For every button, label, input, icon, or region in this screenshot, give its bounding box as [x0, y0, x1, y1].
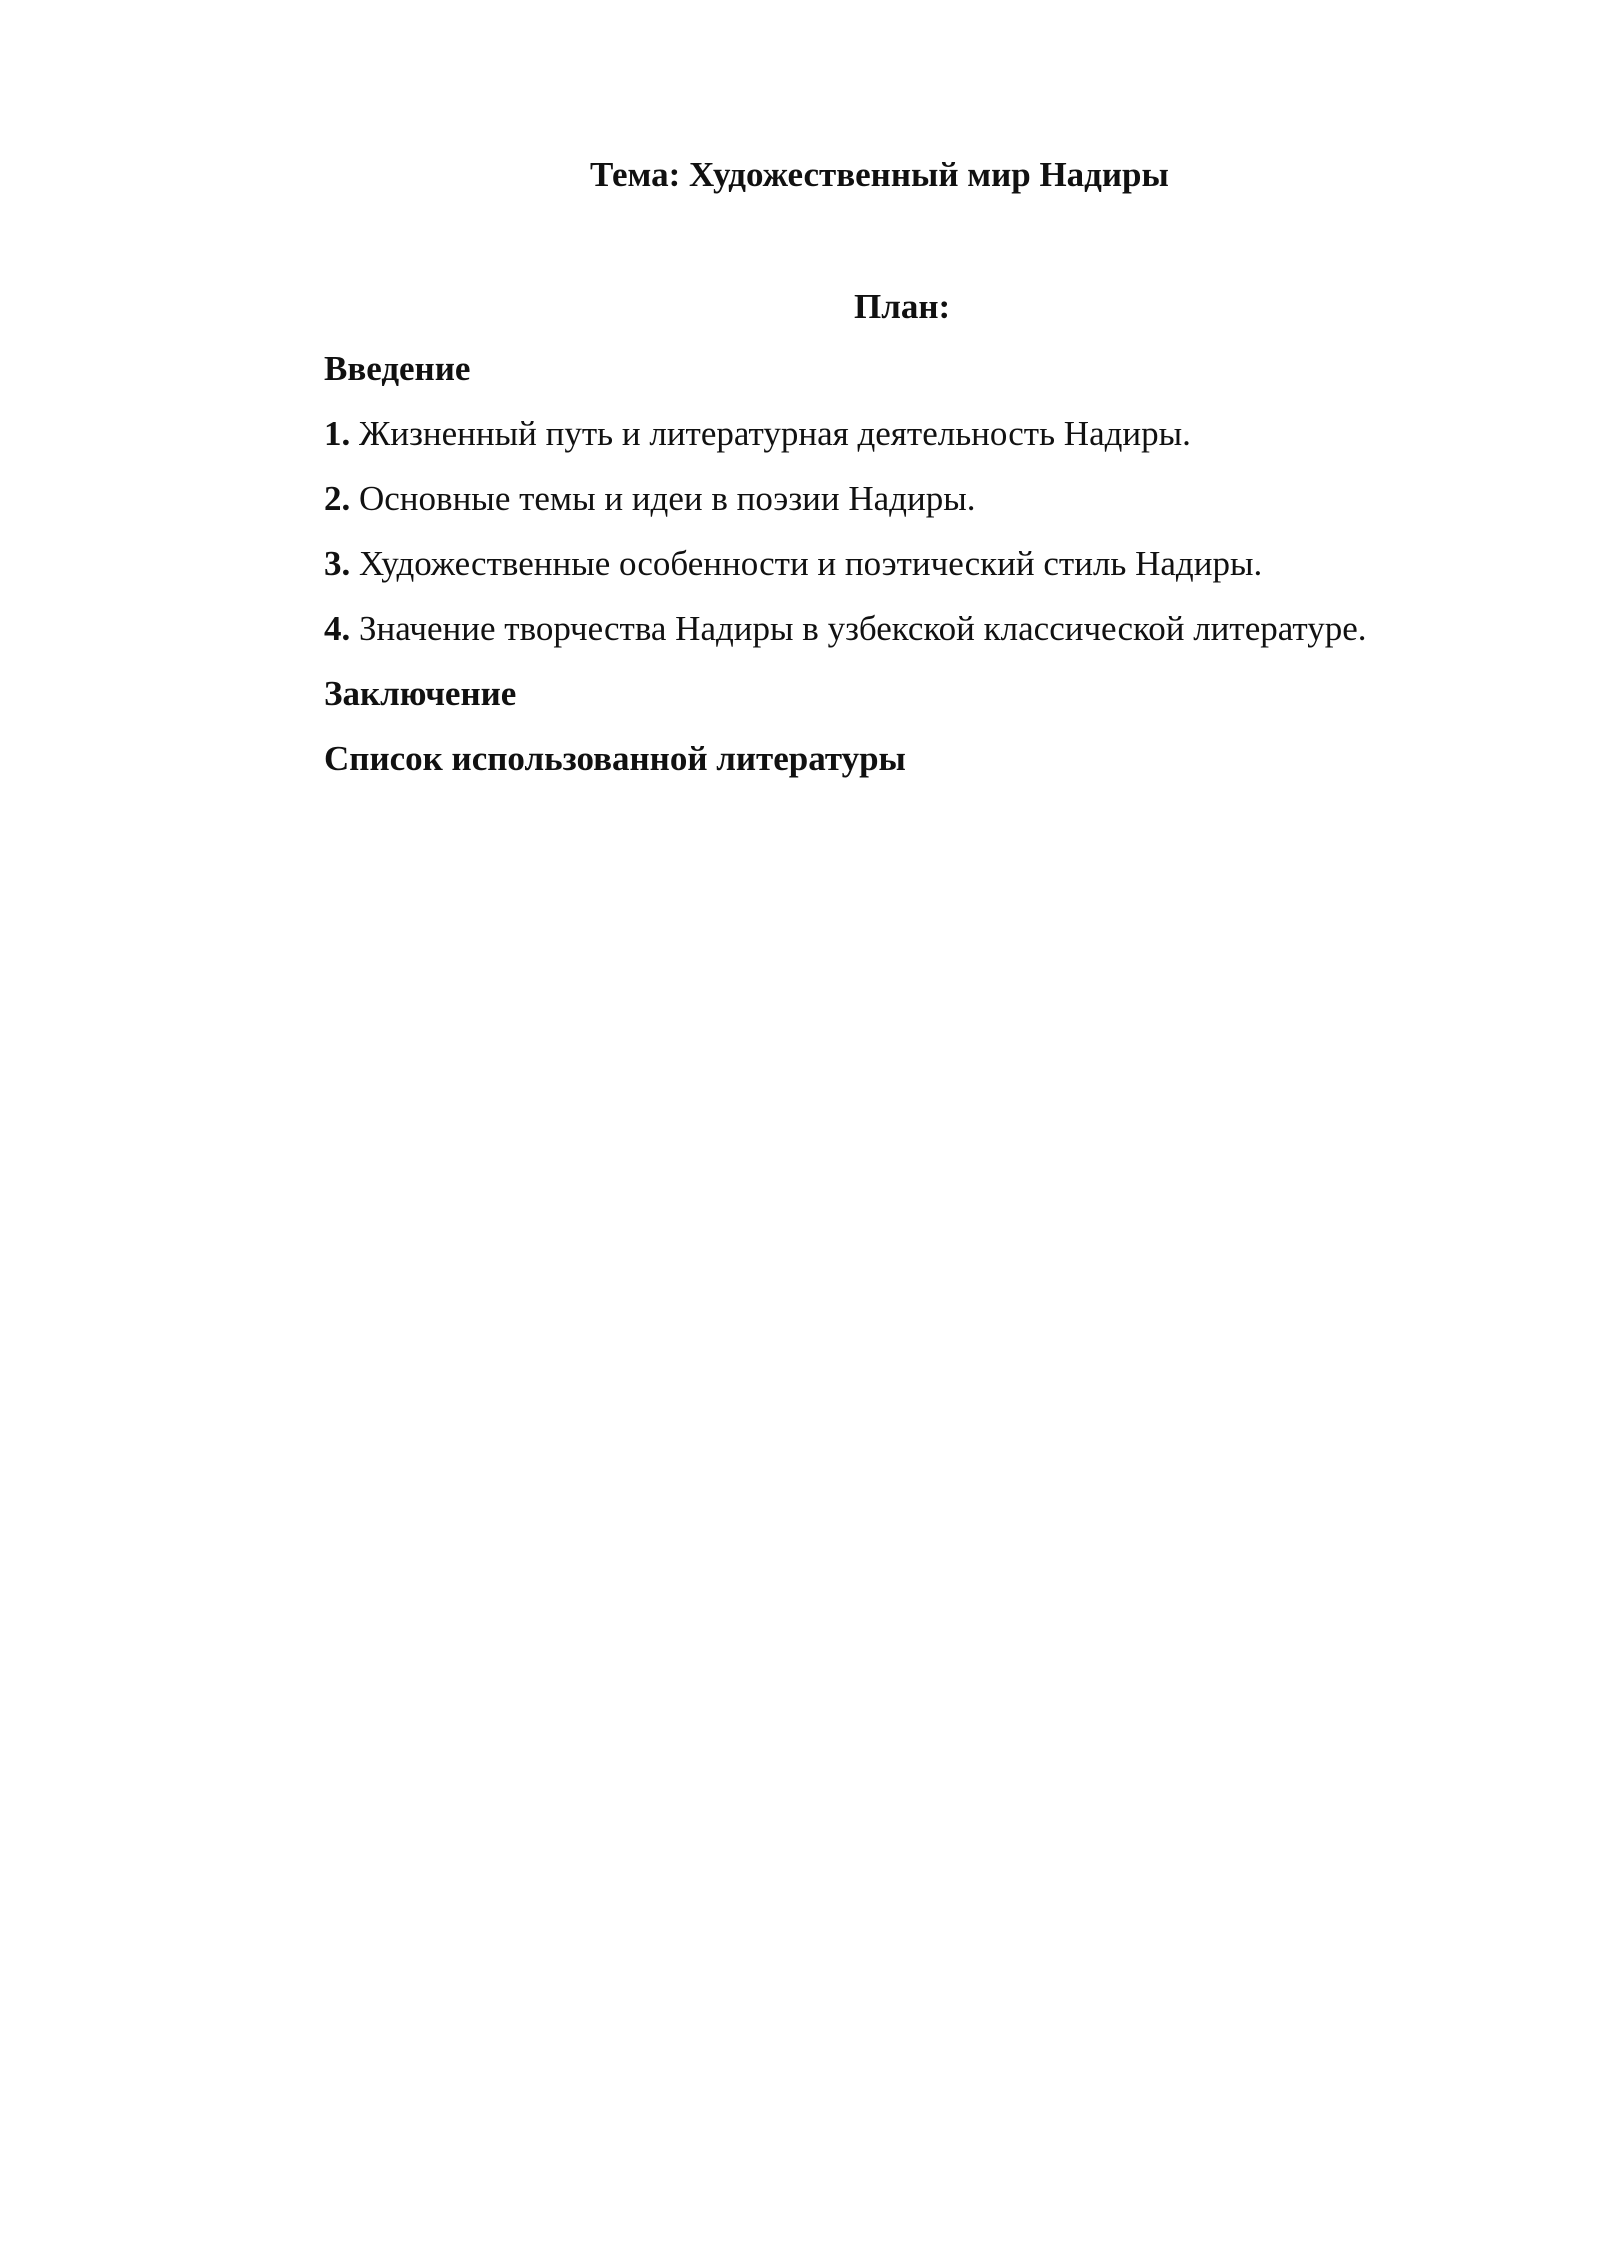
plan-item-number: 2.: [324, 479, 351, 518]
plan-item-number: 1.: [324, 414, 351, 453]
plan-heading: План:: [854, 287, 951, 326]
plan-item-4: [324, 604, 1544, 669]
plan-item-text: Основные темы и идеи в поэзии Надиры.: [350, 479, 976, 518]
plan-item-2: [324, 474, 1544, 539]
plan-list: [324, 344, 1544, 799]
plan-item-1: [324, 409, 1544, 474]
document-title: Тема: Художественный мир Надиры: [590, 155, 1169, 194]
plan-item-text: Значение творчества Надиры в узбекской классической литературе.: [350, 609, 1367, 648]
plan-item-number: 3.: [324, 544, 351, 583]
plan-item-3: [324, 539, 1544, 604]
plan-bibliography: Список использованной литературы: [324, 739, 906, 778]
plan-item-text: Жизненный путь и литературная деятельность Надиры.: [350, 414, 1191, 453]
plan-item-text: Художественные особенности и поэтический стиль Надиры.: [350, 544, 1263, 583]
plan-introduction: Введение: [324, 349, 471, 388]
plan-item-number: 4.: [324, 609, 351, 648]
plan-conclusion: Заключение: [324, 674, 517, 713]
